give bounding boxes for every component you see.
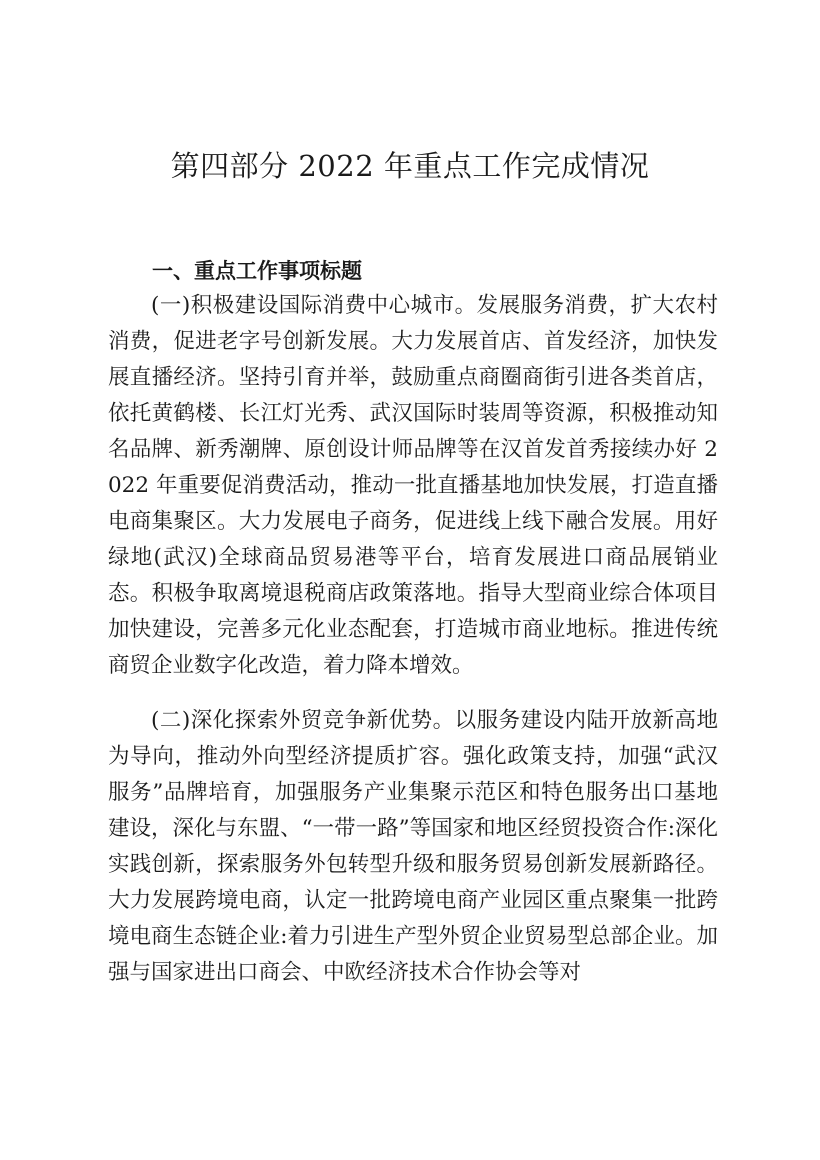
section-heading: 一、重点工作事项标题 [152, 259, 362, 283]
paragraph-1: (一)积极建设国际消费中心城市。发展服务消费，扩大农村消费，促进老字号创新发展。大力发展首店、首发经济，加快发展直播经济。坚持引育并举，鼓励重点商圈商街引进各类首店，依托黄鹤楼、长江灯光秀、武汉国际时装周等资源，积极推动知名品牌、新秀潮牌、原创设计师品牌等在汉首发首秀接续办好 2022 年重要促消费活动，推动一批直播基地加快发展，打造直播电商集聚区。大力发展电子商务，促进线上线下融合发展。用好绿地(武汉)全球商品贸易港等平台，培育发展进口商品展销业态。积极争取离境退税商店政策落地。指导大型商业综合体项目加快建设，完善多元化业态配套，打造城市商业地标。推进传统商贸企业数字化改造，着力降本增效。 [108, 293, 718, 678]
paragraph-2: (二)深化探索外贸竞争新优势。以服务建设内陆开放新高地为导向，推动外向型经济提质扩容。强化政策支持，加强“武汉服务”品牌培育，加强服务产业集聚示范区和特色服务出口基地建设，深化与东盟、“一带一路”等国家和地区经贸投资合作:深化实践创新，探索服务外包转型升级和服务贸易创新发展新路径。大力发展跨境电商，认定一批跨境电商产业园区重点聚集一批跨境电商生态链企业:着力引进生产型外贸企业贸易型总部企业。加强与国家进出口商会、中欧经济技术合作协会等对 [108, 708, 718, 985]
page-title: 第四部分 2022 年重点工作完成情况 [170, 149, 650, 183]
